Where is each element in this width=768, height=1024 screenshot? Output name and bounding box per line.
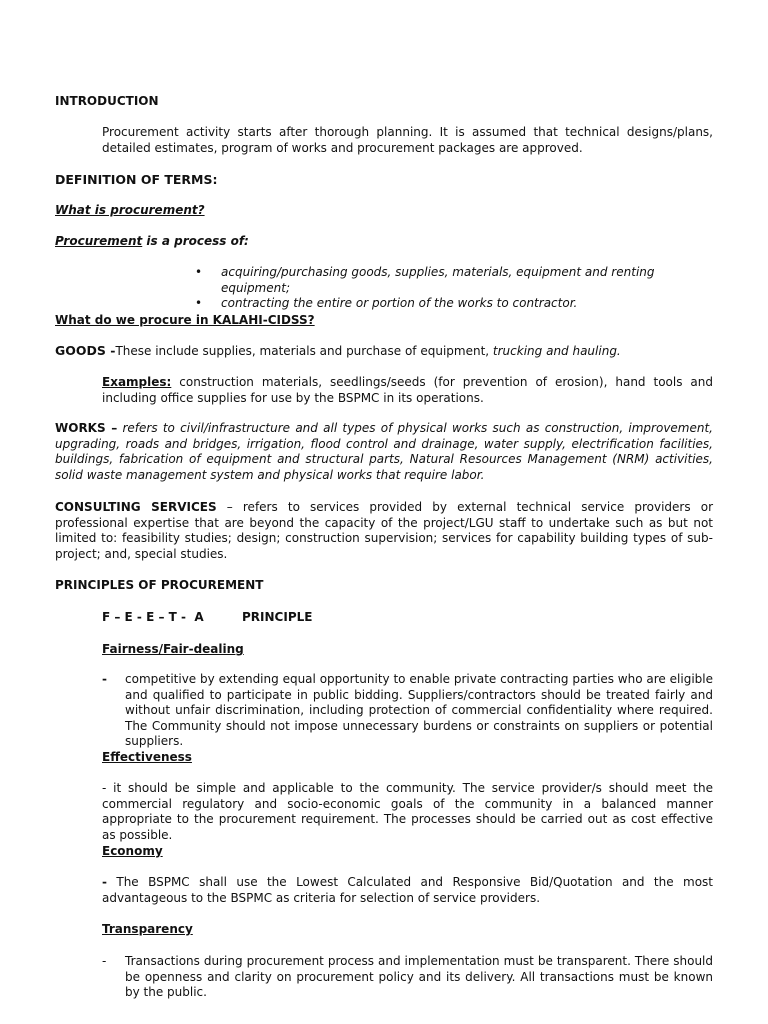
effectiveness-heading: Effectiveness bbox=[102, 750, 192, 764]
goods-label: GOODS - bbox=[55, 343, 116, 358]
examples-label: Examples: bbox=[102, 375, 172, 389]
consulting-text: – refers to services provided by external technical service providers or professional expertise that are beyond the capacity of the project/LGU staff to undertake such as but not limited to: feasibility studies; design; construction supervision; services for capability building types of sub-project; and, special studies. bbox=[55, 500, 714, 561]
procurement-definition-line bbox=[55, 234, 249, 250]
goods-text: These include supplies, materials and purchase of equipment, bbox=[115, 344, 493, 358]
fairness-paragraph: competitive by extending equal opportunity to enable private contracting parties who are eligible and qualified to participate in public bidding. Suppliers/contractors should be treated fairly and without unfair discrimination, including protection of commercial confidentiality where required. The Community should not impose unnecessary burdens or constraints on suppliers or potential suppliers. bbox=[125, 672, 713, 748]
procurement-bullet-list bbox=[195, 265, 715, 312]
goods-italic-text: trucking and hauling. bbox=[492, 344, 621, 358]
list-item: • contracting the entire or portion of the works to contractor. bbox=[195, 296, 715, 312]
economy-heading: Economy bbox=[102, 844, 163, 858]
consulting-paragraph bbox=[55, 500, 713, 562]
transparency-heading: Transparency bbox=[102, 922, 193, 936]
works-label: WORKS – bbox=[55, 421, 118, 435]
fairness-heading: Fairness/Fair-dealing bbox=[102, 642, 244, 656]
economy-dash: - bbox=[102, 875, 107, 889]
definition-heading: DEFINITION OF TERMS: bbox=[55, 172, 218, 187]
list-item: • acquiring/purchasing goods, supplies, materials, equipment and renting equipment; bbox=[195, 265, 715, 296]
what-is-procurement-heading: What is procurement? bbox=[55, 203, 205, 217]
economy-text: The BSPMC shall use the Lowest Calculated and Responsive Bid/Quotation and the most advantageous to the BSPMC as criteria for selection of service providers. bbox=[102, 875, 713, 905]
goods-paragraph bbox=[55, 343, 715, 360]
works-text: refers to civil/infrastructure and all types of physical works such as construction, improvement, upgrading, roads and bridges, irrigation, flood control and drainage, water supply, electrification facilities, buildings, fabrication of equipment and structural parts, Natural Resources Management (NRM) activities, solid waste management system and physical works that require labor. bbox=[55, 421, 713, 482]
examples-text: construction materials, seedlings/seeds (for prevention of erosion), hand tools and including office supplies for use by the BSPMC in its operations. bbox=[102, 375, 713, 405]
consulting-label: CONSULTING SERVICES bbox=[55, 500, 217, 514]
examples-paragraph bbox=[102, 375, 713, 406]
procurement-term: Procurement bbox=[55, 234, 143, 248]
transparency-paragraph: Transactions during procurement process and implementation must be transparent. There should be openness and clarity on procurement policy and its delivery. All transactions must be known by the public. bbox=[125, 954, 713, 999]
intro-paragraph: Procurement activity starts after thorough planning. It is assumed that technical designs/plans, detailed estimates, program of works and procurement packages are approved. bbox=[102, 125, 713, 155]
principle-label: PRINCIPLE bbox=[242, 610, 313, 624]
procure-heading: What do we procure in KALAHI-CIDSS? bbox=[55, 313, 315, 327]
works-paragraph bbox=[55, 421, 713, 483]
intro-heading: INTRODUCTION bbox=[55, 94, 159, 108]
feeta-acronym: F – E - E – T - A bbox=[102, 610, 204, 624]
principles-heading: PRINCIPLES OF PROCUREMENT bbox=[55, 578, 264, 592]
process-of-text: is a process of: bbox=[142, 234, 249, 248]
transparency-dash: - bbox=[102, 954, 107, 968]
economy-paragraph bbox=[102, 875, 713, 906]
effectiveness-paragraph: - it should be simple and applicable to the community. The service provider/s should meet the commercial regulatory and socio-economic goals of the community in a balanced manner appropriate to the procurement requirement. The processes should be carried out as cost effective as possible. bbox=[102, 781, 713, 842]
fairness-dash: - bbox=[102, 672, 107, 686]
